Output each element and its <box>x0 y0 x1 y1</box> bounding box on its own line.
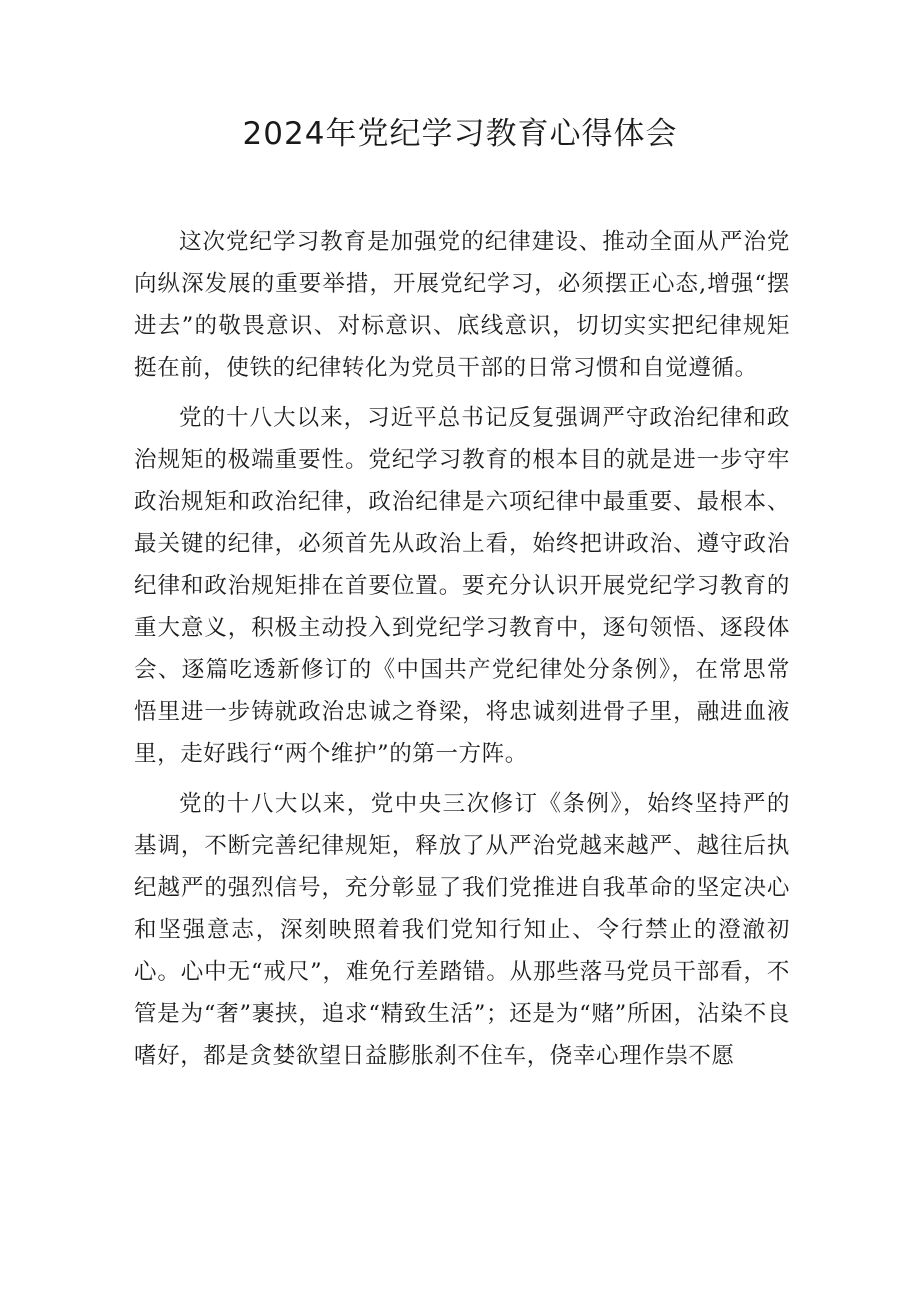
document-title: 2024年党纪学习教育心得体会 <box>242 116 678 152</box>
document-body <box>134 221 790 1085</box>
paragraph-2: 党的十八大以来，习近平总书记反复强调严守政治纪律和政治规矩的极端重要性。党纪学习教育的根本目的就是进一步守牢政治规矩和政治纪律，政治纪律是六项纪律中最重要、最根本、最关键的纪律，必须首先从政治上看，始终把讲政治、遵守政治纪律和政治规矩排在首要位置。要充分认识开展党纪学习教育的重大意义，积极主动投入到党纪学习教育中，逐句领悟、逐段体会、逐篇吃透新修订的《中国共产党纪律处分条例》，在常思常悟里进一步铸就政治忠诚之脊梁，将忠诚刻进骨子里，融进血液里，走好践行“两个维护”的第一方阵。 <box>134 405 790 767</box>
paragraph-1: 这次党纪学习教育是加强党的纪律建设、推动全面从严治党向纵深发展的重要举措，开展党纪学习，必须摆正心态,增强“摆进去”的敬畏意识、对标意识、底线意识，切切实实把纪律规矩挺在前，使铁的纪律转化为党员干部的日常习惯和自觉遵循。 <box>134 229 790 381</box>
paragraph-3: 党的十八大以来，党中央三次修订《条例》，始终坚持严的基调，不断完善纪律规矩，释放了从严治党越来越严、越往后执纪越严的强烈信号，充分彰显了我们党推进自我革命的坚定决心和坚强意志，深刻映照着我们党知行知止、令行禁止的澄澈初心。心中无“戒尺”，难免行差踏错。从那些落马党员干部看，不管是为“奢”裹挟，追求“精致生活”；还是为“赌”所困，沾染不良嗜好，都是贪婪欲望日益膨胀刹不住车，侥幸心理作祟不愿 <box>134 791 790 1069</box>
